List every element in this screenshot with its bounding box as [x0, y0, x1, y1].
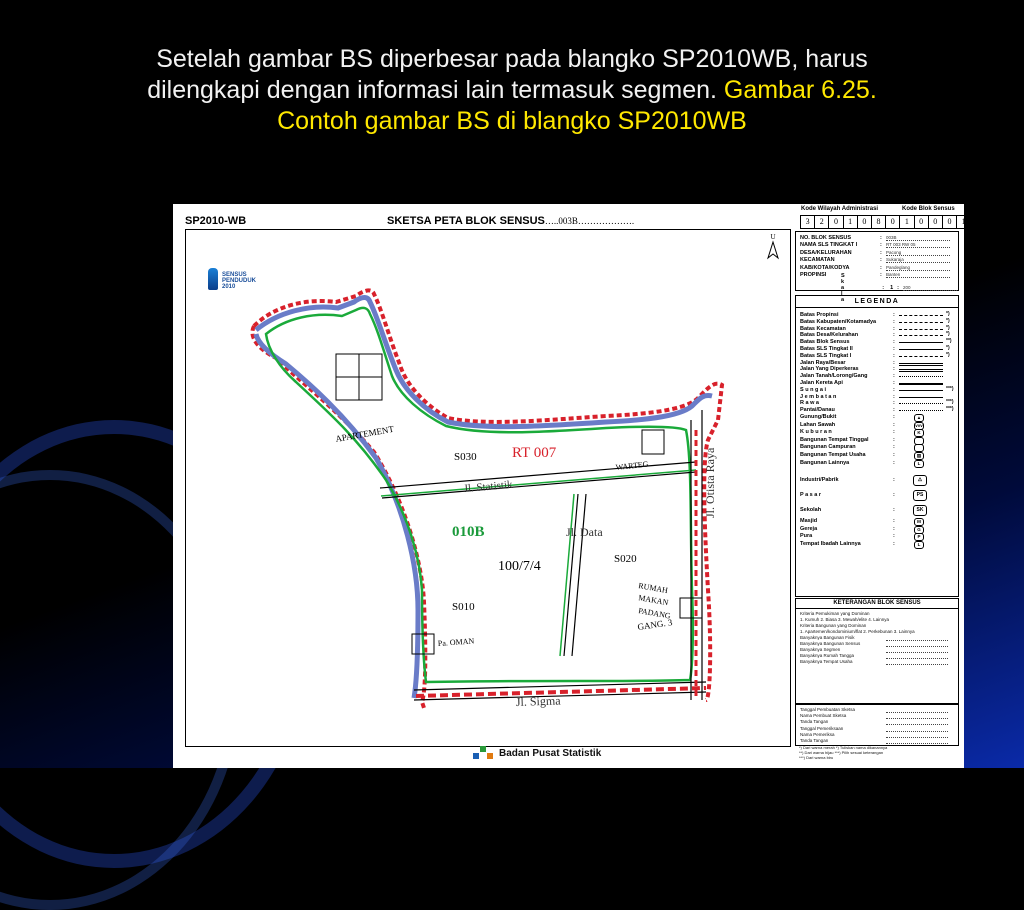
legend-line-symbol-icon — [899, 356, 943, 357]
footnote-line: ***) Dari warna biru — [799, 755, 834, 760]
identity-row: NAMA SLS TINGKAT I : RT 003 RW 05 — [796, 242, 958, 250]
census-block-sketch-sheet — [173, 204, 995, 768]
legend-label: Bangunan Tempat Usaha — [800, 451, 866, 458]
kode-digit: 0 — [971, 216, 985, 228]
north-arrow-icon — [768, 242, 778, 258]
title-highlight-figure: Gambar 6.25. — [723, 76, 877, 104]
legend-label: Batas Kabupaten/Kotamadya — [800, 318, 877, 325]
identity-row: KAB/KOTA/KODYA : Pandeglang — [796, 264, 958, 272]
legend-label: J e m b a t a n — [800, 393, 837, 400]
landmark-warteg: WARTEG — [615, 459, 649, 472]
identity-value: Pacong — [886, 250, 950, 256]
legend-symbol-icon: P — [914, 533, 924, 541]
keterangan-box — [795, 598, 959, 704]
legend-symbol-icon: PS — [913, 490, 927, 501]
legend-line-item: J e m b a t a n : — [796, 394, 958, 401]
tanggal-label: Tanda Tangan — [800, 737, 829, 743]
road-label-data: Jl. Data — [566, 525, 603, 539]
legend-label: S u n g a i — [800, 386, 826, 393]
kode-digit: 1 — [844, 216, 858, 228]
legend-big-item: Industri/Pabrik : ⚠ — [796, 473, 958, 488]
sheet-title-value: …..003B………………. — [544, 216, 635, 226]
legend-label: P a s a r — [800, 492, 821, 499]
form-code: SP2010-WB — [185, 215, 247, 227]
legend-mark: ***) — [946, 385, 954, 392]
legend-label: Batas SLS Tingkat I — [800, 352, 852, 359]
kode-digit: 0 — [943, 216, 957, 228]
legend-small-item: Masjid : M — [796, 518, 958, 526]
legend-line-symbol-icon — [899, 383, 943, 385]
tanggal-value-field — [886, 732, 948, 738]
legend-mark: *) — [946, 311, 950, 317]
kode-digit: 3 — [801, 216, 815, 228]
legend-line-symbol-icon — [899, 369, 943, 372]
legend-icon-item: Bangunan Lainnya : L — [796, 460, 958, 468]
tanggal-value-field — [886, 726, 948, 732]
red-boundary-left — [252, 326, 425, 708]
legend-label: Sekolah — [800, 507, 822, 514]
legend-line-symbol-icon — [899, 410, 943, 411]
legend-line-item: S u n g a i : ***) — [800, 385, 954, 393]
sheet-title-text: SKETSA PETA BLOK SENSUS — [387, 215, 545, 227]
kode-blok-label: Kode Blok Sensus — [902, 206, 955, 212]
legend-label: Jalan Yang Diperkeras — [800, 366, 859, 373]
legend-line-symbol-icon — [899, 335, 943, 336]
kode-digit: B — [989, 217, 995, 226]
bps-name: Badan Pusat Statistik — [499, 747, 602, 759]
road-data-line-2 — [572, 494, 586, 656]
keterangan-row — [796, 659, 958, 665]
title-line-2: dilengkapi dengan informasi lain termasuk segmen. — [147, 76, 717, 104]
red-boundary-top — [254, 290, 722, 700]
legend-line-item: R a w a : ***) — [800, 399, 954, 407]
kode-digit: 0 — [886, 216, 900, 228]
skala-num: 1 — [890, 285, 894, 291]
legend-label: Industri/Pabrik — [800, 477, 839, 484]
legend-label: Masjid — [800, 518, 818, 525]
legend-mark: ***) — [946, 399, 954, 406]
kode-digit: 2 — [815, 216, 829, 228]
skala-row: S k a l a : 1 : 200 — [795, 283, 957, 293]
rt-label: RT 007 — [512, 445, 557, 461]
tanggal-row — [796, 738, 958, 744]
legend-icon-item: Bangunan Tempat Usaha : ▨ — [796, 452, 958, 460]
legend-label: K u b u r a n — [800, 429, 832, 436]
legend-small-item: Tempat Ibadah Lainnya : L — [796, 541, 958, 549]
segment-label-s030: S030 — [454, 451, 477, 463]
legend-lines — [796, 312, 958, 414]
keterangan-rows — [796, 609, 958, 665]
tanggal-value-field — [886, 707, 948, 713]
kode-digits — [800, 215, 1000, 229]
legend-label: Tempat Ibadah Lainnya — [800, 540, 861, 547]
legend-mark: **) — [946, 338, 952, 345]
legend-label: Pantai/Danau — [800, 407, 835, 414]
legend-big-item: Sekolah : SK — [796, 503, 958, 518]
legend-line-symbol-icon — [899, 397, 943, 398]
kode-wilayah-label: Kode Wilayah Administrasi — [801, 206, 879, 212]
legend-line-symbol-icon — [899, 403, 943, 404]
landmark-padang: PADANG — [637, 606, 672, 621]
legend-line-item: Batas Propinsi : *) — [800, 311, 950, 318]
legend-small-item: Gereja : G — [796, 526, 958, 534]
tanggal-rows — [796, 705, 958, 744]
form-side-panel — [795, 204, 995, 768]
segment-line-data — [560, 494, 574, 656]
bps-logo-icon — [473, 746, 493, 760]
legend-icon-item: K u b u r a n : K — [796, 429, 958, 437]
sensus-logo-text: SENSUS PENDUDUK 2010 — [222, 272, 257, 290]
legend-symbol-icon: G — [914, 526, 924, 534]
tanggal-value-field — [886, 738, 948, 744]
identity-label: KAB/KOTA/KODYA — [800, 264, 850, 271]
legend-line-item: Batas SLS Tingkat I : *) — [800, 351, 950, 359]
legend-mark: *) — [946, 351, 950, 358]
keterangan-label: Banyaknya Rumah Tangga — [800, 653, 854, 658]
road-label-otista: Jl. Otista Raya — [703, 447, 717, 518]
skala-label: S k a l a — [841, 273, 846, 303]
tanggal-label: Nama Pemeriksa — [800, 731, 835, 737]
legend-symbol-icon: M — [914, 518, 924, 526]
identity-label: PROPINSI — [800, 272, 827, 279]
legend-line-item: Batas Desa/Kelurahan : *) — [800, 331, 950, 339]
legend-line-item: Jalan Yang Diperkeras : — [796, 366, 958, 373]
legend-symbol-icon: ▨ — [914, 452, 924, 460]
kode-digit: 0 — [915, 216, 929, 228]
block-code-label: 010B — [452, 524, 485, 540]
tanggal-value-field — [886, 719, 948, 725]
identity-value: 003B — [886, 235, 950, 241]
legend-line-item: Batas Kecamatan : *) — [800, 324, 950, 332]
keterangan-label: Banyaknya Bangunan Fisik — [800, 635, 855, 640]
legend-symbol-icon: vvv — [915, 422, 923, 428]
landmark-rumah: RUMAH — [637, 581, 669, 596]
keterangan-label: Kriteria Bangunan yang Dominan — [800, 623, 867, 628]
legend-mark: ***) — [946, 406, 954, 413]
identity-value: RT 003 RW 05 — [886, 242, 950, 248]
identity-row: PROPINSI : Banten — [796, 272, 958, 280]
legend-label: R a w a — [800, 400, 819, 407]
keterangan-value-field — [886, 659, 948, 665]
legend-label: Bangunan Tempat Tinggal — [800, 436, 869, 443]
block-boundary — [266, 308, 693, 682]
legend-label: Bangunan Campuran — [800, 444, 856, 451]
title-highlight-caption: Contoh gambar BS di blangko SP2010WB — [277, 107, 747, 135]
title-line-1: Setelah gambar BS diperbesar pada blangko SP2010WB, harus — [156, 45, 868, 73]
identity-label: DESA/KELURAHAN — [800, 249, 852, 256]
legend-label: Pura — [800, 533, 813, 540]
footnote-line: *) Dari warna merah *) Tuliskan nama dikanannya — [799, 745, 888, 750]
legend-icon-item: Bangunan Tempat Tinggal : — [796, 437, 958, 445]
bps-footer — [473, 744, 601, 762]
identity-rows — [796, 232, 958, 279]
road-label-statistik: Jl. Statistik — [463, 478, 513, 495]
legend-line-item: Jalan Raya/Besar : — [796, 360, 958, 367]
legend-big-item: P a s a r : PS — [796, 488, 958, 503]
kode-digit: 1 — [900, 216, 914, 228]
legend-label: Gereja — [800, 525, 818, 532]
identity-value: Pandeglang — [886, 265, 950, 271]
sheet-title — [387, 215, 634, 227]
slide-title — [60, 44, 964, 137]
legend-label: Batas SLS Tingkat II — [800, 345, 853, 352]
identity-label: KECAMATAN — [800, 257, 835, 264]
kode-digit: 0 — [929, 216, 943, 228]
legend-label: Batas Desa/Kelurahan — [800, 332, 859, 339]
legend-label: Jalan Raya/Besar — [800, 359, 846, 366]
legend-small-item: Pura : P — [796, 533, 958, 541]
kode-digit: 0 — [858, 216, 872, 228]
legend-mark: *) — [946, 324, 950, 331]
legend-symbol-icon: L — [914, 460, 924, 468]
legend-icon-item: Lahan Sawah : vvv — [800, 421, 923, 428]
tanggal-box — [795, 704, 959, 746]
footnotes — [795, 745, 961, 760]
legend-line-symbol-icon — [899, 329, 943, 330]
legend-symbol-icon: L — [914, 541, 924, 549]
legend-symbol-icon: SK — [913, 505, 927, 516]
legend-box — [795, 295, 959, 597]
segment-label-s020: S020 — [614, 553, 637, 565]
tanggal-value-field — [886, 713, 948, 719]
legend-title: LEGENDA — [796, 296, 958, 308]
address-label: 100/7/4 — [498, 559, 541, 574]
kode-digit: 8 — [872, 216, 886, 228]
identity-value: Sukaraja — [886, 257, 950, 263]
identity-row: KECAMATAN : Sukaraja — [796, 257, 958, 265]
landmark-pak-oman: Pa. OMAN — [437, 636, 475, 648]
legend-line-symbol-icon — [899, 322, 943, 323]
legend-label: Batas Propinsi — [800, 312, 839, 318]
legend-line-item: Pantai/Danau : ***) — [800, 406, 954, 414]
tanggal-label: Tanggal Pemeriksaan — [800, 725, 844, 731]
identity-box — [795, 231, 959, 291]
legend-label: Jalan Kereta Api — [800, 379, 843, 386]
landmark-apartemen: APARTEMENT — [334, 423, 395, 444]
legend-line-item: Batas Kabupaten/Kotamadya : *) — [800, 317, 950, 325]
legend-label: Gunung/Bukit — [800, 413, 837, 420]
legend-line-symbol-icon — [899, 349, 943, 350]
legend-icons — [796, 414, 958, 467]
legend-line-item: Batas Blok Sensus : **) — [800, 338, 952, 346]
legend-icon-item: Gunung/Bukit : ▲ — [796, 414, 958, 422]
legend-mark: *) — [946, 331, 950, 338]
identity-row: NO. BLOK SENSUS : 003B — [796, 234, 958, 242]
keterangan-label: Banyaknya Tempat Usaha — [800, 659, 853, 664]
road-data-line-1 — [564, 494, 578, 656]
legend-symbol-icon: ▲ — [914, 414, 924, 422]
legend-line-symbol-icon — [899, 315, 943, 316]
legend-line-symbol-icon — [899, 342, 943, 343]
legend-label: Lahan Sawah — [800, 421, 836, 428]
identity-row: DESA/KELURAHAN : Pacong — [796, 249, 958, 257]
tanggal-label: Nama Pembuat Sketsa — [800, 713, 847, 719]
north-label: U — [770, 233, 776, 241]
identity-value: Banten — [886, 272, 950, 278]
keterangan-label: Banyaknya Segmen — [800, 647, 841, 652]
legend-icon-item: Bangunan Campuran : — [796, 444, 958, 452]
legend-line-symbol-icon — [899, 363, 943, 366]
legend-line-item: Batas SLS Tingkat II : *) — [800, 344, 950, 352]
road-label-sigma: Jl. Sigma — [515, 693, 561, 709]
legend-label: Jalan Tanah/Lorong/Gang — [800, 373, 868, 380]
tanggal-label: Tanda Tangan — [800, 719, 829, 725]
kode-digit: 0 — [829, 216, 843, 228]
keterangan-label: Banyaknya Bangunan Sensus — [800, 641, 861, 646]
legend-line-symbol-icon — [899, 376, 943, 377]
identity-label: NO. BLOK SENSUS — [800, 234, 852, 241]
legend-line-symbol-icon — [899, 390, 943, 391]
footnote-line: **) Dari warna hijau ***) Pilih sesuai keterangan — [799, 750, 884, 755]
skala-value: 200 — [903, 285, 957, 291]
legend-big-icons — [796, 473, 958, 518]
keterangan-title: KETERANGAN BLOK SENSUS — [796, 599, 958, 609]
segment-label-s010: S010 — [452, 601, 475, 613]
landmark-makan: MAKAN — [637, 593, 669, 608]
legend-small-icons — [796, 518, 958, 548]
segment-line-statistik — [381, 470, 696, 496]
warteg-building-icon — [642, 430, 664, 454]
tanggal-label: Tanggal Pembuatan Sketsa — [800, 707, 856, 712]
legend-mark: *) — [946, 344, 950, 351]
legend-label: Batas Blok Sensus — [800, 339, 850, 346]
legend-symbol-icon: K — [914, 429, 924, 437]
keterangan-label: 1. Apartemen/kondominium/flat 2. Perkebunan 3. Lainnya — [800, 629, 915, 634]
road-statistik-line-2 — [382, 472, 696, 498]
keterangan-label: Kriteria Pemukiman yang Dominan — [800, 611, 870, 616]
legend-line-item: Jalan Kereta Api : — [796, 380, 958, 387]
landmark-gang: GANG. 3 — [636, 617, 673, 632]
legend-mark: *) — [946, 317, 950, 324]
kode-digit: 1 — [957, 216, 971, 228]
identity-label: NAMA SLS TINGKAT I — [800, 242, 858, 249]
sketch-map — [186, 230, 790, 746]
legend-label: Batas Kecamatan — [800, 325, 846, 332]
legend-symbol-icon: ⚠ — [913, 475, 927, 486]
legend-label: Bangunan Lainnya — [800, 459, 850, 466]
legend-line-item: Jalan Tanah/Lorong/Gang : — [796, 373, 958, 380]
map-frame — [185, 229, 791, 747]
keterangan-label: 1. Kumuh 2. Biasa 3. Mewah/elite 4. Lainnya — [800, 617, 890, 622]
blue-boundary-left — [256, 334, 418, 698]
